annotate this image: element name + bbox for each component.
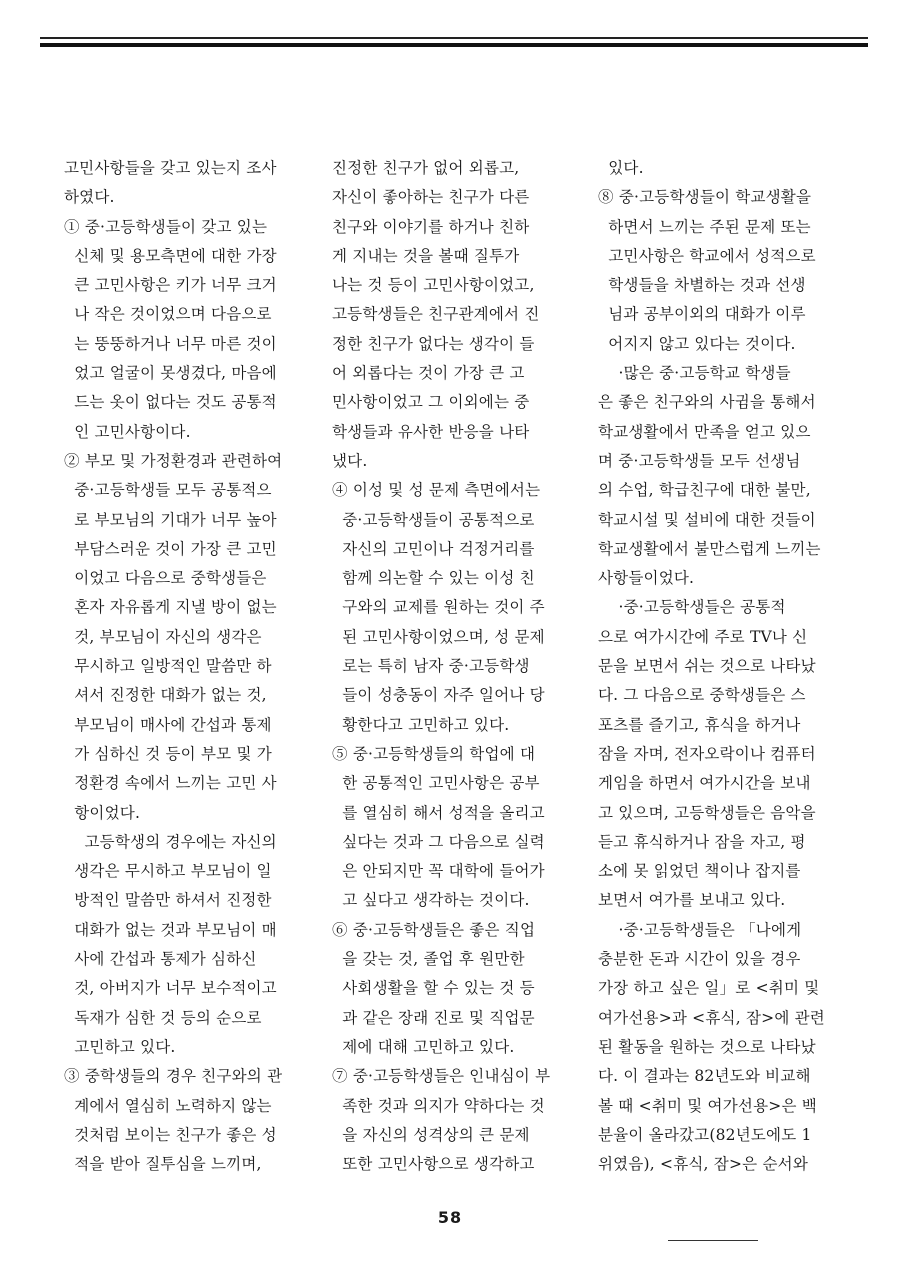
text-line: ⑧ 중·고등학생들이 학교생활을 [598,188,812,207]
text-line: ·중·고등학생들은 「나에게 [598,920,802,939]
text-line: 된 고민사항이었으며, 성 문제 [332,627,545,646]
text-line: 제에 대해 고민하고 있다. [332,1037,515,1056]
text-line: 고등학생의 경우에는 자신의 [64,832,277,851]
text-line: 자신이 좋아하는 친구가 다른 [332,188,530,207]
text-line: ·많은 중·고등학교 학생들 [598,364,791,383]
page-number: 58 [437,1208,463,1227]
text-line: 는 뚱뚱하거나 너무 마른 것이 [64,334,277,353]
text-line: 중·고등학생들 모두 공통적으 [64,481,272,500]
text-line: 하였다. [64,188,115,207]
text-column-3 [598,154,842,1179]
text-line: 대화가 없는 것과 부모님이 매 [64,920,277,939]
text-line: 독재가 심한 것 등의 순으로 [64,1008,262,1027]
text-line: 민사항이었고 그 이외에는 중 [332,393,530,412]
text-line: 어 외롭다는 것이 가장 큰 고 [332,364,525,383]
text-line: 소에 못 읽었던 책이나 잡지를 [598,862,801,881]
text-line: 듣고 휴식하거나 잠을 자고, 평 [598,832,806,851]
text-line: 며 중·고등학생들 모두 선생님 [598,451,801,470]
text-line: 중·고등학생들이 공통적으로 [332,510,535,529]
text-column-2 [332,154,574,1179]
text-line: 이었고 다음으로 중학생들은 [64,569,267,588]
text-line: 정한 친구가 없다는 생각이 들 [332,334,535,353]
text-line: 었고 얼굴이 못생겼다, 마음에 [64,364,277,383]
text-line: 가장 하고 싶은 일」로 <취미 및 [598,979,820,998]
text-line: 을 자신의 성격상의 큰 문제 [332,1125,530,1144]
text-column-1 [64,154,312,1179]
text-line: 게 지내는 것을 볼때 질투가 [332,246,520,265]
header-rule-thick [40,43,868,47]
text-line: 신체 및 용모측면에 대한 가장 [64,246,277,265]
text-line: 드는 옷이 없다는 것도 공통적 [64,393,277,412]
text-line: 계에서 열심히 노력하지 않는 [64,1096,272,1115]
text-line: 친구와 이야기를 하거나 친하 [332,217,530,236]
text-line: 인 고민사항이다. [64,422,191,441]
text-line: ·중·고등학생들은 공통적 [598,598,786,617]
header-rule-thin [40,37,868,39]
text-line: ⑥ 중·고등학생들은 좋은 직업 [332,920,536,939]
text-line: 가 심하신 것 등이 부모 및 가 [64,744,272,763]
text-line: 사회생활을 할 수 있는 것 등 [332,979,535,998]
text-line: 함께 의논할 수 있는 이성 친 [332,569,535,588]
text-line: 나는 것 등이 고민사항이었고, [332,276,535,295]
text-line: 어지지 않고 있다는 것이다. [598,334,796,353]
text-line: 것, 아버지가 너무 보수적이고 [64,979,277,998]
text-line: 것, 부모님이 자신의 생각은 [64,627,262,646]
text-line: 큰 고민사항은 키가 너무 크거 [64,276,277,295]
text-line: 냈다. [332,451,368,470]
text-line: 학생들을 차별하는 것과 선생 [598,276,806,295]
footer-rule [668,1240,758,1241]
text-line: 한 공통적인 고민사항은 공부 [332,774,540,793]
text-line: 충분한 돈과 시간이 있을 경우 [598,950,801,969]
text-line: 혼자 자유롭게 지낼 방이 없는 [64,598,277,617]
text-line: 위였음), <휴식, 잠>은 순서와 [598,1155,808,1174]
text-line: 황한다고 고민하고 있다. [332,715,510,734]
text-line: 싶다는 것과 그 다음으로 실력 [332,832,545,851]
text-line: 적을 받아 질투심을 느끼며, [64,1155,262,1174]
text-line: 과 같은 장래 진로 및 직업문 [332,1008,535,1027]
text-line: 은 안되지만 꼭 대학에 들어가 [332,862,545,881]
text-line: 님과 공부이외의 대화가 이루 [598,305,806,324]
text-line: 정환경 속에서 느끼는 고민 사 [64,774,277,793]
text-line: 분율이 올라갔고(82년도에도 1 [598,1125,812,1144]
text-line: 생각은 무시하고 부모님이 일 [64,862,272,881]
text-line: 항이었다. [64,803,141,822]
text-line: 고민사항들을 갖고 있는지 조사 [64,159,277,177]
text-line: 고등학생들은 친구관계에서 진 [332,305,540,324]
text-line: 족한 것과 의지가 약하다는 것 [332,1096,545,1115]
text-line: 학교시설 및 설비에 대한 것들이 [598,510,816,529]
text-line: 부담스러운 것이 가장 큰 고민 [64,539,277,558]
text-line: 진정한 친구가 없어 외롭고, [332,159,520,177]
text-line: 볼 때 <취미 및 여가선용>은 백 [598,1096,817,1115]
text-line: 셔서 진정한 대화가 없는 것, [64,686,267,705]
text-line: ③ 중학생들의 경우 친구와의 관 [64,1067,283,1086]
text-line: 들이 성충동이 자주 일어나 당 [332,686,545,705]
text-line: 로 부모님의 기대가 너무 높아 [64,510,277,529]
text-line: 고민사항은 학교에서 성적으로 [598,246,816,265]
text-line: 하면서 느끼는 주된 문제 또는 [598,217,811,236]
text-line: ⑤ 중·고등학생들의 학업에 대 [332,744,536,763]
text-line: ⑦ 중·고등학생들은 인내심이 부 [332,1067,551,1086]
text-line: 게임을 하면서 여가시간을 보내 [598,774,811,793]
text-line: 구와의 교제를 원하는 것이 주 [332,598,545,617]
text-line: 포츠를 즐기고, 휴식을 하거나 [598,715,801,734]
text-line: 또한 고민사항으로 생각하고 [332,1155,535,1174]
text-line: 자신의 고민이나 걱정거리를 [332,539,535,558]
text-line: ② 부모 및 가정환경과 관련하여 [64,451,283,470]
text-line: 있다. [598,159,644,177]
text-line: 학생들과 유사한 반응을 나타 [332,422,530,441]
text-line: 고민하고 있다. [64,1037,176,1056]
text-line: 의 수업, 학급친구에 대한 불만, [598,481,811,500]
text-line: 으로 여가시간에 주로 TV나 신 [598,627,808,646]
text-line: 잠을 자며, 전자오락이나 컴퓨터 [598,744,816,763]
text-line: 은 좋은 친구와의 사귐을 통해서 [598,393,816,412]
text-line: 고 싶다고 생각하는 것이다. [332,891,530,910]
text-line: 고 있으며, 고등학생들은 음악을 [598,803,816,822]
text-line: 부모님이 매사에 간섭과 통제 [64,715,272,734]
text-line: 된 활동을 원하는 것으로 나타났 [598,1037,816,1056]
text-line: 여가선용>과 <휴식, 잠>에 관련 [598,1008,825,1027]
text-line: 사항들이었다. [598,569,695,588]
text-line: 보면서 여가를 보내고 있다. [598,891,786,910]
text-line: ① 중·고등학생들이 갖고 있는 [64,217,268,236]
text-line: 을 갖는 것, 졸업 후 원만한 [332,950,525,969]
text-line: 문을 보면서 쉬는 것으로 나타났 [598,657,816,676]
text-line: ④ 이성 및 성 문제 측면에서는 [332,481,541,500]
text-line: 를 열심히 해서 성적을 올리고 [332,803,545,822]
text-line: 학교생활에서 불만스럽게 느끼는 [598,539,821,558]
text-line: 방적인 말씀만 하셔서 진정한 [64,891,272,910]
text-line: 학교생활에서 만족을 얻고 있으 [598,422,811,441]
text-line: 다. 이 결과는 82년도와 비교해 [598,1067,811,1086]
text-line: 사에 간섭과 통제가 심하신 [64,950,257,969]
text-line: 나 작은 것이었으며 다음으로 [64,305,272,324]
text-line: 무시하고 일방적인 말씀만 하 [64,657,272,676]
text-line: 다. 그 다음으로 중학생들은 스 [598,686,806,705]
text-line: 로는 특히 남자 중·고등학생 [332,657,530,676]
text-line: 것처럼 보이는 친구가 좋은 성 [64,1125,277,1144]
